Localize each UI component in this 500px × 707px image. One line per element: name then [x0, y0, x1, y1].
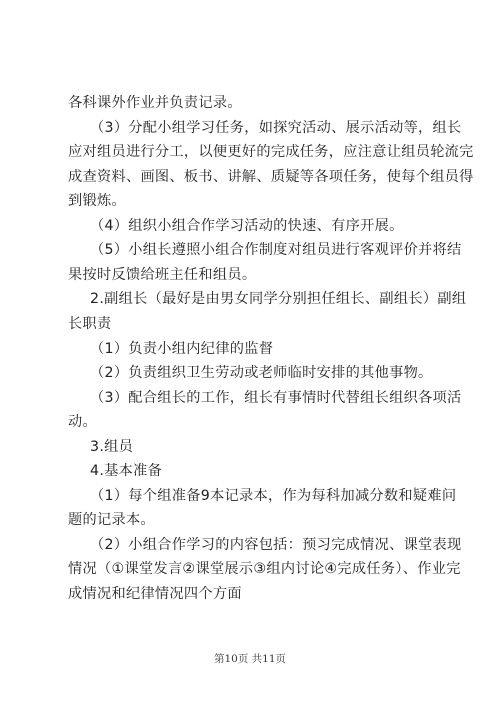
text-line: 题的记录本。	[68, 512, 155, 528]
heading-line: 4.基本准备	[90, 463, 163, 479]
page-number-footer: 第10页 共11页	[213, 653, 287, 665]
text-line: 各科课外作业并负责记录。	[68, 95, 242, 111]
heading-line: 3.组员	[90, 439, 134, 455]
text-line: （2）负责组织卫生劳动或老师临时安排的其他事物。	[90, 365, 433, 381]
heading-line: 2.副组长（最好是由男女同学分别担任组长、副组长）副组	[90, 291, 467, 307]
text-line: 到锻炼。	[68, 193, 126, 209]
text-line: 果按时反馈给班主任和组员。	[68, 267, 257, 283]
text-line: （4）组织小组合作学习活动的快速、有序开展。	[90, 218, 404, 234]
text-line: （3）配合组长的工作，组长有事情时代替组长组织各项活	[90, 390, 462, 406]
text-line: （1）每个组准备9本记录本，作为每科加减分数和疑难问	[90, 488, 457, 504]
text-line: （3）分配小组学习任务，如探究活动、展示活动等，组长	[90, 120, 462, 136]
text-line: 成情况和纪律情况四个方面	[68, 586, 242, 602]
text-line: 情况（①课堂发言②课堂展示③组内讨论④完成任务）、作业完	[68, 561, 461, 577]
text-line: （2）小组合作学习的内容包括：预习完成情况、课堂表现	[90, 537, 462, 553]
text-line: （5）小组长遵照小组合作制度对组员进行客观评价并将结	[90, 242, 462, 258]
text-line: 动。	[68, 414, 97, 430]
text-line: （1）负责小组内纪律的监督	[90, 341, 274, 357]
text-line: 长职责	[68, 316, 112, 332]
text-line: 成查资料、画图、板书、讲解、质疑等各项任务，使每个组员得	[68, 169, 474, 185]
text-line: 应对组员进行分工，以便更好的完成任务，应注意让组员轮流完	[68, 144, 474, 160]
